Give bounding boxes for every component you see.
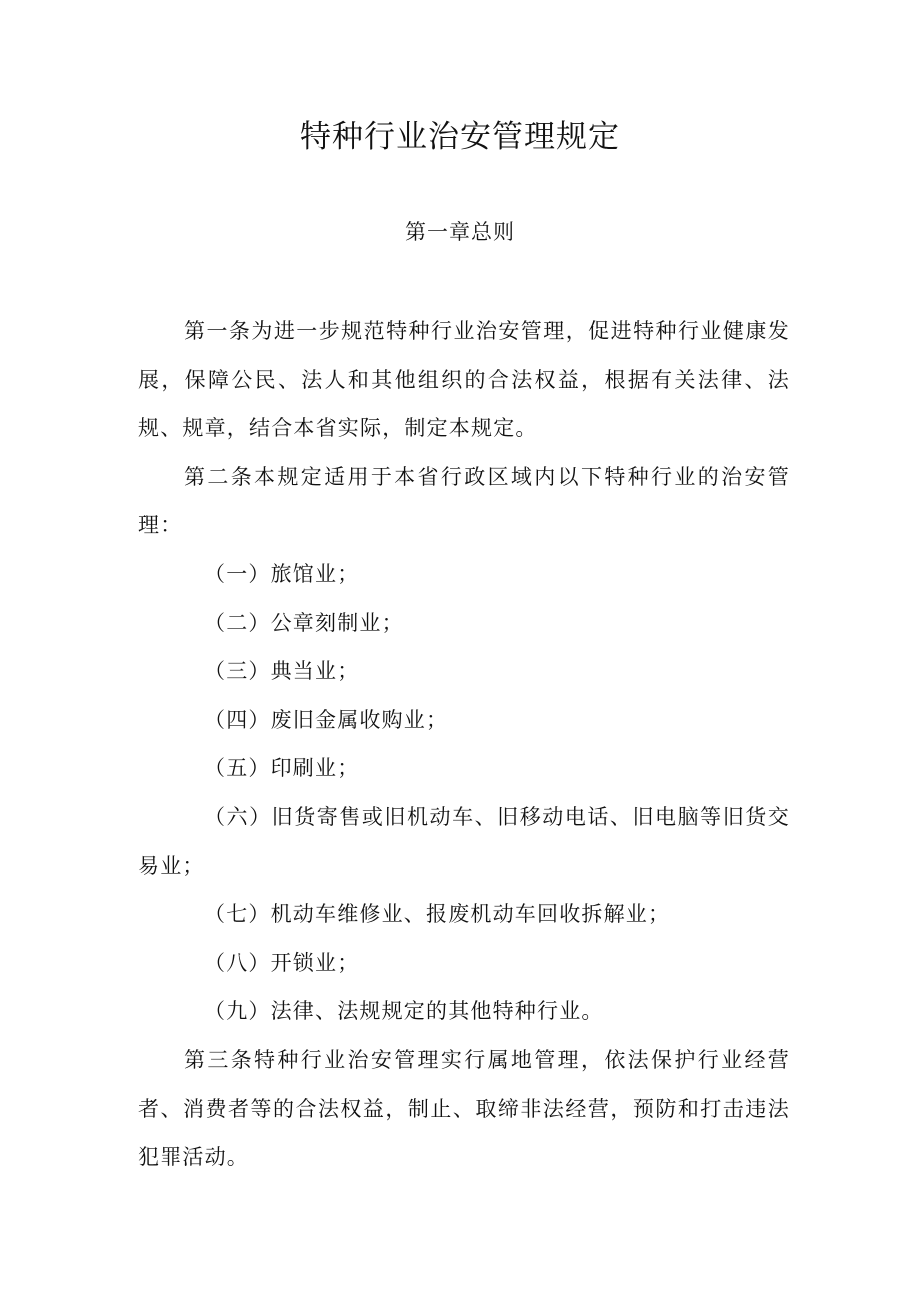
article-2-item-8: （八）开锁业； xyxy=(204,950,360,975)
article-2-item-9: （九）法律、法规规定的其他特种行业。 xyxy=(204,999,604,1024)
article-2-item-6: （六）旧货寄售或旧机动车、旧移动电话、旧电脑等旧货交易业； xyxy=(138,804,790,878)
chapter-heading: 第一章总则 xyxy=(405,220,515,244)
article-2-item-2: （二）公章刻制业； xyxy=(204,610,404,635)
article-2-item-1: （一）旅馆业； xyxy=(204,561,360,586)
document-body xyxy=(138,307,790,1182)
article-2-item-7: （七）机动车维修业、报废机动车回收拆解业； xyxy=(204,902,671,927)
article-2-item-4: （四）废旧金属收购业； xyxy=(204,707,449,732)
article-2-intro: 第二条本规定适用于本省行政区域内以下特种行业的治安管理： xyxy=(138,464,790,538)
article-2-item-5: （五）印刷业； xyxy=(204,756,360,781)
document-title: 特种行业治安管理规定 xyxy=(300,119,620,155)
article-1: 第一条为进一步规范特种行业治安管理，促进特种行业健康发展，保障公民、法人和其他组织的合法权益，根据有关法律、法规、规章，结合本省实际，制定本规定。 xyxy=(138,319,790,441)
article-3: 第三条特种行业治安管理实行属地管理，依法保护行业经营者、消费者等的合法权益，制止、取缔非法经营，预防和打击违法犯罪活动。 xyxy=(138,1047,790,1170)
article-2-item-3: （三）典当业； xyxy=(204,659,360,684)
